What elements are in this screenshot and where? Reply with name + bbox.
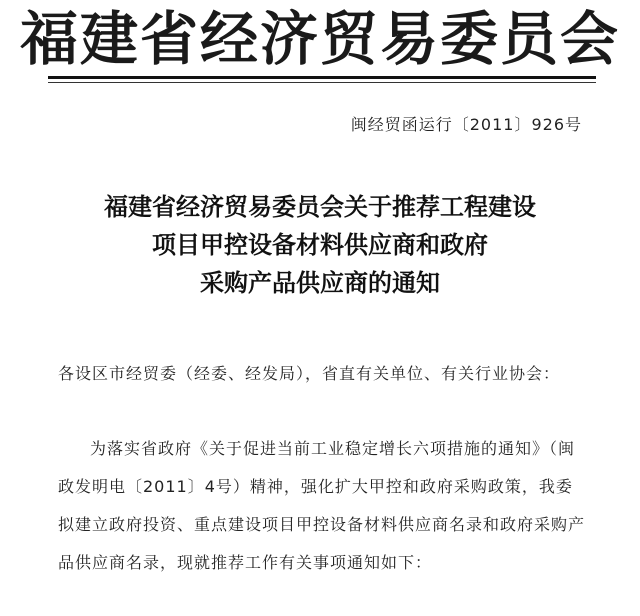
heading-line-2: 项目甲控设备材料供应商和政府 (152, 230, 488, 259)
document-number: 闽经贸函运行〔2011〕926号 (350, 115, 582, 134)
letterhead (0, 6, 640, 72)
body-paragraph-text: 为落实省政府《关于促进当前工业稳定增长六项措施的通知》（闽政发明电〔2011〕4号）精神，强化扩大甲控和政府采购政策，我委拟建立政府投资、重点建设项目甲控设备材料供应商名录和政府采购产品供应商名录，现就推荐工作有关事项通知如下： (58, 439, 586, 572)
heading-line-3: 采购产品供应商的通知 (200, 268, 440, 297)
heading-line-1: 福建省经济贸易委员会关于推荐工程建设 (104, 192, 536, 221)
document-heading (0, 188, 640, 302)
body-paragraph (58, 430, 588, 582)
addressee-text: 各设区市经贸委（经委、经发局），省直有关单位、有关行业协会： (58, 364, 561, 383)
letterhead-rule-thick (48, 76, 596, 79)
letterhead-rule-thin (48, 82, 596, 83)
letterhead-title: 福建省经济贸易委员会 (19, 5, 620, 73)
